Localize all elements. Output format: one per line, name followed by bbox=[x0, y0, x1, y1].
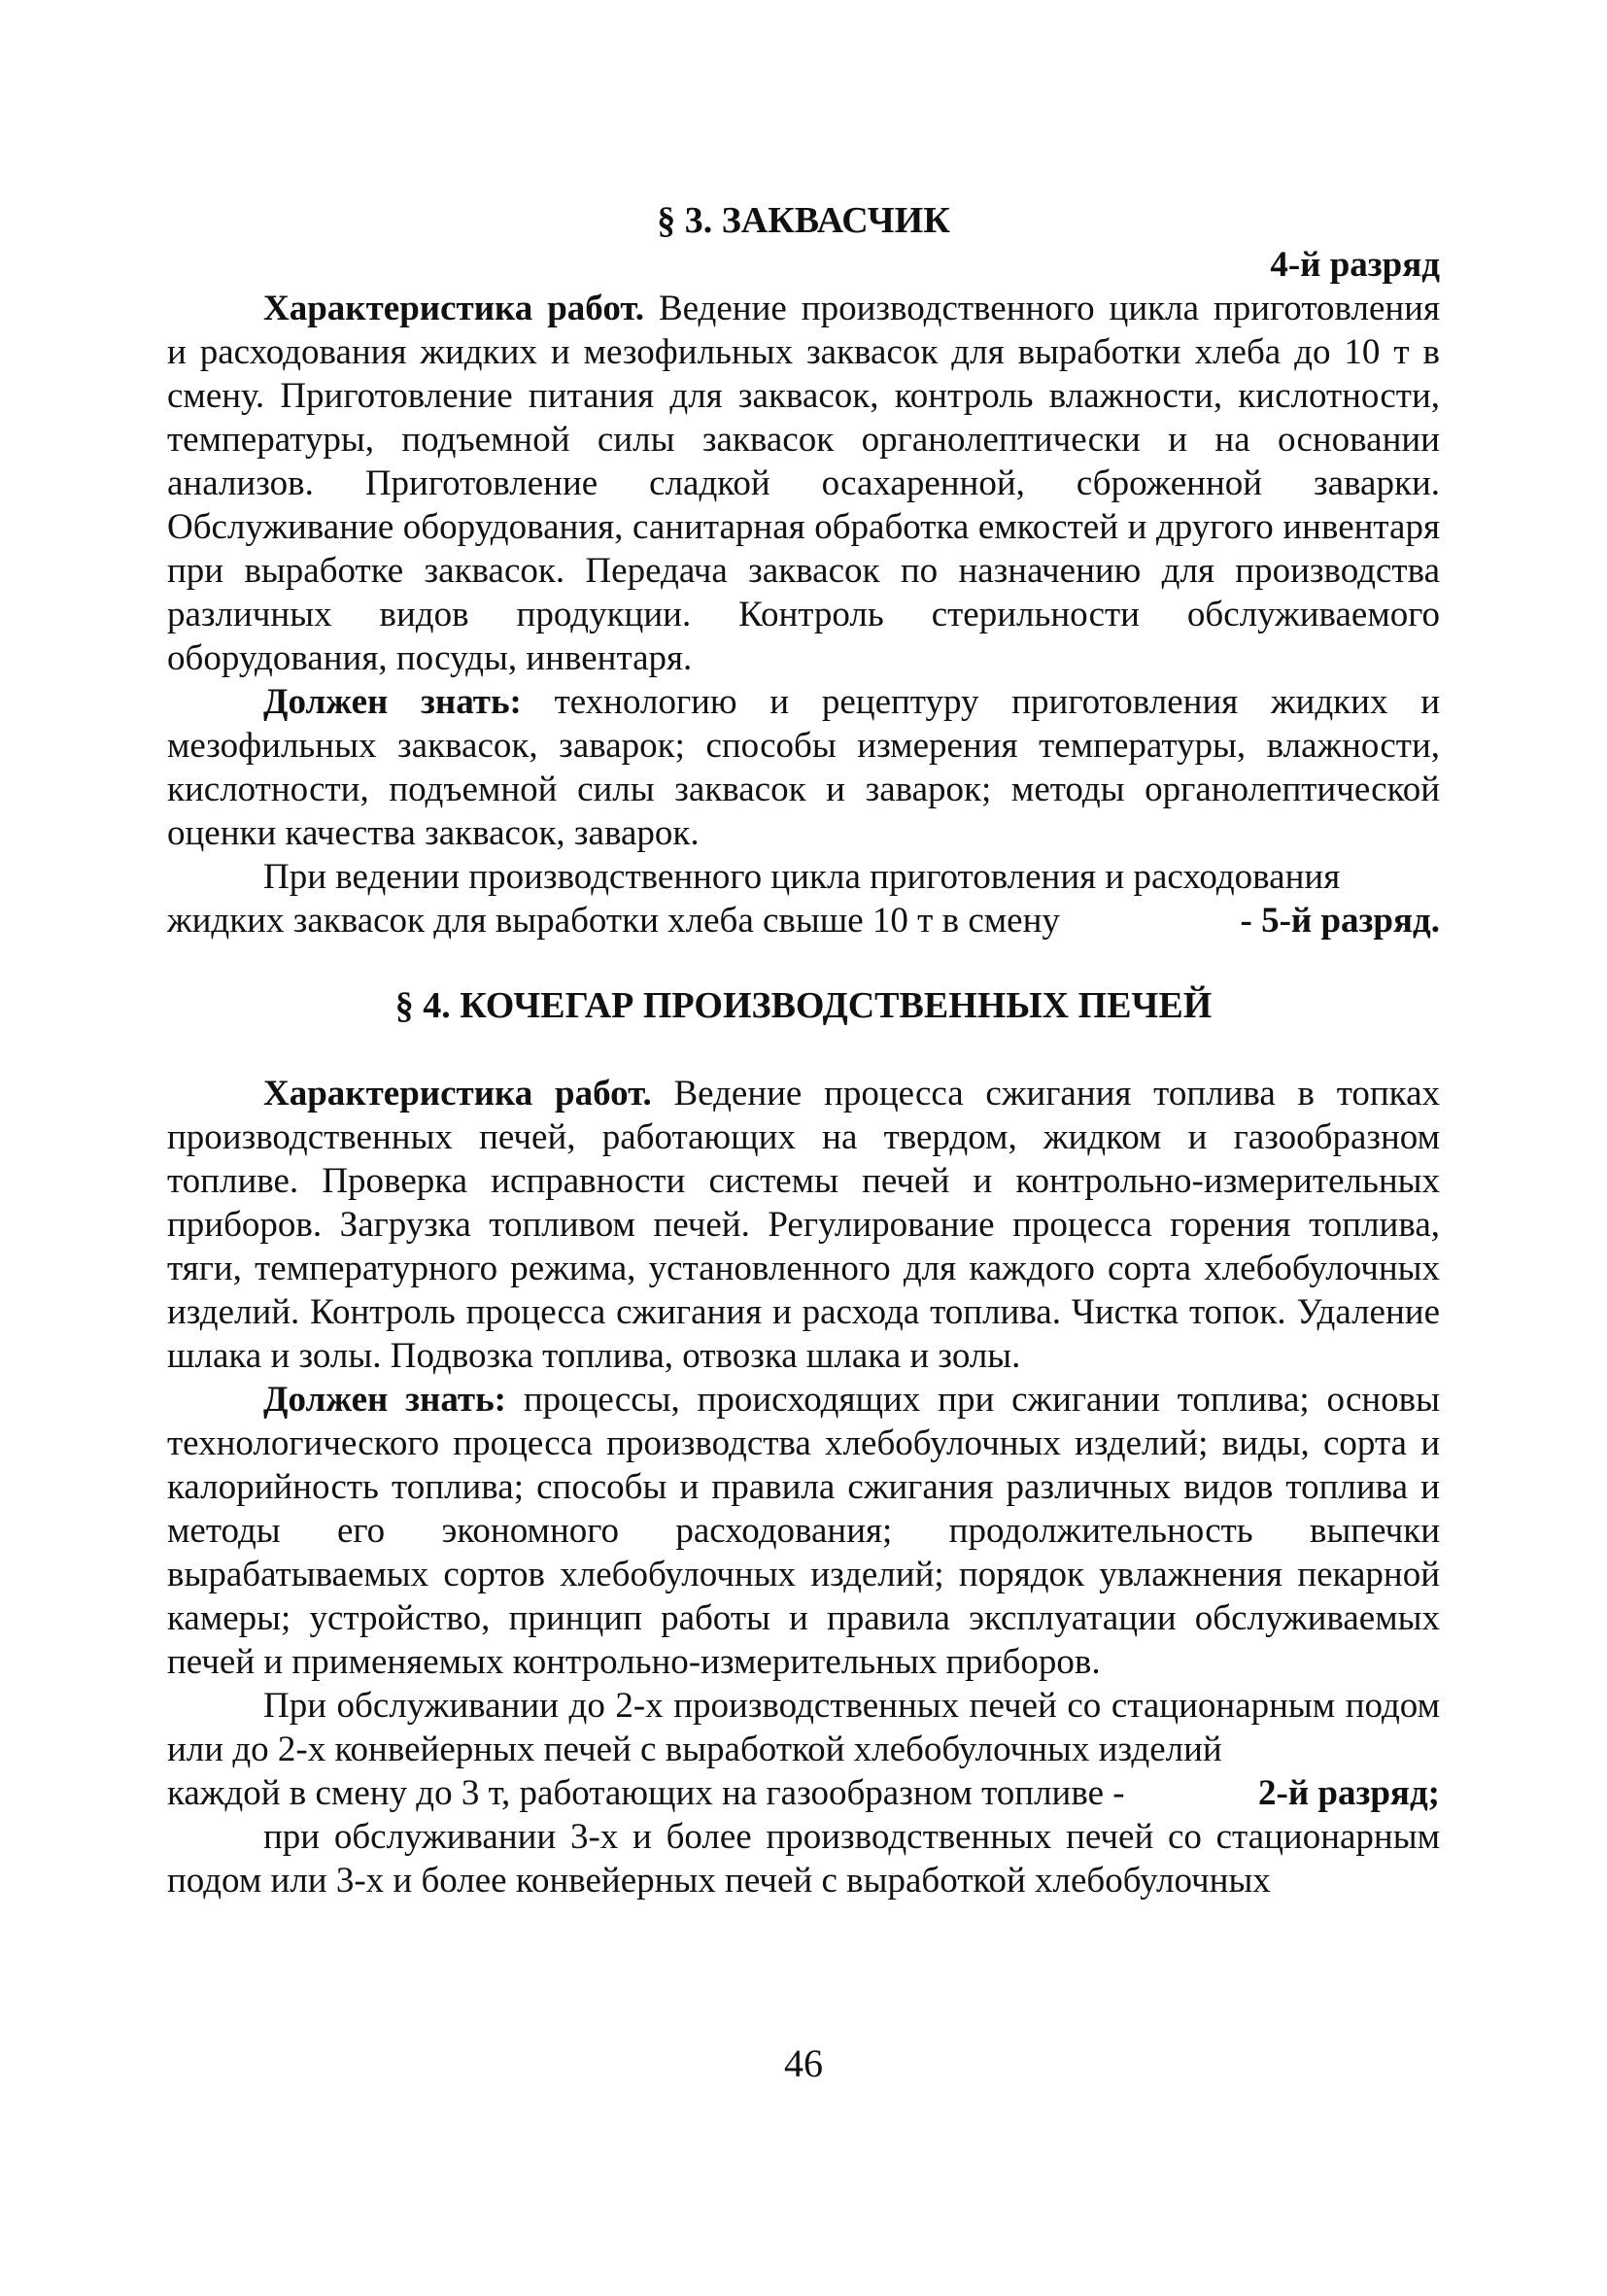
must-know-text: технологию и рецептуру приготовления жидких и мезофильных заквасок, заварок; способы измерения температуры, влажности, кислотности, подъемной силы заквасок и заварок; методы органолептической оценки качества заквасок, заварок. bbox=[167, 682, 1440, 853]
must-know-label: Должен знать: bbox=[263, 682, 522, 722]
section-4-note-1-last-line bbox=[167, 1771, 1440, 1815]
section-3-note-paragraph bbox=[167, 855, 1440, 899]
note-1-last-line-text: каждой в смену до 3 т, работающих на газообразном топливе - bbox=[167, 1773, 1125, 1813]
section-3-grade: 4-й разряд bbox=[1270, 245, 1440, 285]
note-line-1: При ведении производственного цикла приготовления и расходования bbox=[263, 857, 1341, 897]
section-3-knowledge-paragraph bbox=[167, 680, 1440, 855]
section-4-heading: § 4. КОЧЕГАР ПРОИЗВОДСТВЕННЫХ ПЕЧЕЙ bbox=[394, 985, 1213, 1026]
page-number: 46 bbox=[784, 2041, 823, 2085]
note-1-text: При обслуживании до 2-х производственных печей со стационарным подом или до 2-х конвейерных печей с выработкой хлебобулочных изделий bbox=[167, 1686, 1440, 1769]
work-characteristics-text: Ведение процесса сжигания топлива в топках производственных печей, работающих на твердом, жидком и газообразном топливе. Проверка исправности системы печей и контрольно-измерительных приборов. Загрузка топливом печей. Регулирование процесса горения топлива, тяги, температурного режима, установленного для каждого сорта хлебобулочных изделий. Контроль процесса сжигания и расхода топлива. Чистка топок. Удаление шлака и золы. Подвозка топлива, отвозка шлака и золы. bbox=[167, 1074, 1441, 1376]
section-3-work-paragraph bbox=[167, 287, 1440, 680]
work-characteristics-label: Характеристика работ. bbox=[263, 289, 644, 328]
note-grade: - 5-й разряд. bbox=[1240, 901, 1440, 941]
note-1-grade: 2-й разряд; bbox=[1258, 1773, 1440, 1813]
section-3-heading: § 3. ЗАКВАСЧИК bbox=[657, 200, 950, 241]
must-know-text: процессы, происходящих при сжигании топлива; основы технологического процесса производства хлебобулочных изделий; виды, сорта и калорийность топлива; способы и правила сжигания различных видов топлива и методы его экономного расходования; продолжительность выпечки вырабатываемых сортов хлебобулочных изделий; порядок увлажнения пекарной камеры; устройство, принцип работы и правила эксплуатации обслуживаемых печей и применяемых контрольно-измерительных приборов. bbox=[167, 1380, 1441, 1682]
section-4-work-paragraph bbox=[167, 1072, 1440, 1378]
heading-spacer bbox=[167, 1028, 1440, 1072]
section-4-note-2-paragraph bbox=[167, 1815, 1440, 1902]
section-4-note-1-paragraph bbox=[167, 1684, 1440, 1771]
section-4-knowledge-paragraph bbox=[167, 1378, 1440, 1684]
section-3-note-last-line bbox=[167, 899, 1440, 942]
note-2-text: при обслуживании 3-х и более производственных печей со стационарным подом или 3-х и более конвейерных печей с выработкой хлебобулочных bbox=[167, 1817, 1440, 1901]
must-know-label: Должен знать: bbox=[263, 1380, 506, 1420]
work-characteristics-label: Характеристика работ. bbox=[263, 1074, 652, 1114]
section-spacer bbox=[167, 942, 1440, 984]
document-page bbox=[167, 199, 1440, 1902]
note-line-2: жидких заквасок для выработки хлеба свыше 10 т в смену bbox=[167, 901, 1060, 941]
work-characteristics-text: Ведение производственного цикла приготовления и расходования жидких и мезофильных заквасок для выработки хлеба до 10 т в смену. Приготовление питания для заквасок, контроль влажности, кислотности, температуры, подъемной силы заквасок органолептически и на основании анализов. Приготовление сладкой осахаренной, сброженной заварки. Обслуживание оборудования, санитарная обработка емкостей и другого инвентаря при выработке заквасок. Передача заквасок по назначению для производства различных видов продукции. Контроль стерильности обслуживаемого оборудования, посуды, инвентаря. bbox=[167, 289, 1440, 678]
